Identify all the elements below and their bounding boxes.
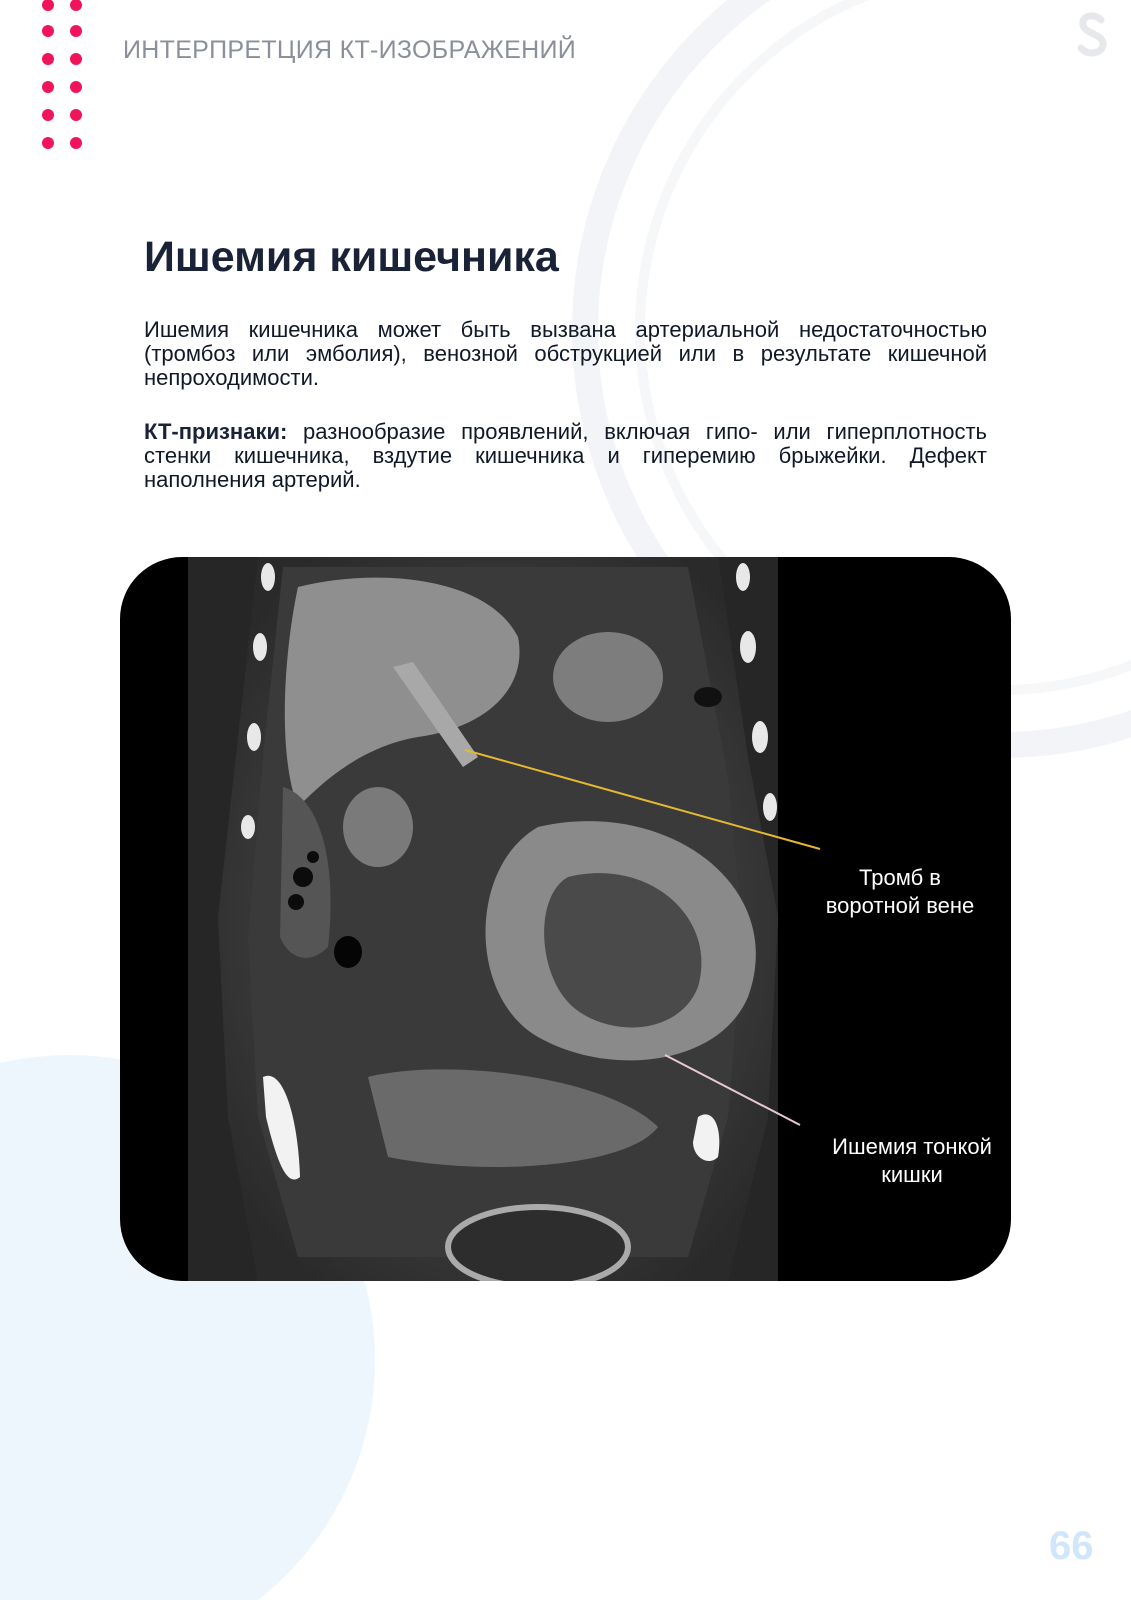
annotation-thrombus-line2: воротной вене — [825, 893, 975, 918]
section-header-title: ИНТЕРПРЕТЦИЯ КТ-ИЗОБРАЖЕНИЙ — [123, 36, 577, 64]
annotation-ischemia-line1: Ишемия тонкой — [832, 1134, 992, 1159]
annotation-thrombus-line1: Тромб в — [859, 865, 941, 890]
ct-scan-figure — [120, 557, 1011, 1281]
annotation-ischemia — [802, 1133, 1011, 1189]
page-title: Ишемия кишечника — [144, 233, 559, 281]
intro-paragraph: Ишемия кишечника может быть вызвана артериальной недостаточностью (тромбоз или эмболия), венозной обструкцией или в результате кишечной непроходимости. — [144, 317, 987, 390]
annotation-ischemia-line2: кишки — [881, 1162, 943, 1187]
ct-signs-text: разнообразие проявлений, включая гипо- или гиперплотность стенки кишечника, вздутие кишечника и гиперемию брыжейки. Дефект наполнения артерий. — [144, 419, 987, 492]
s-logo-icon — [1075, 10, 1111, 58]
ct-signs-label: КТ-признаки: — [144, 419, 288, 444]
page-number: 66 — [1049, 1524, 1094, 1568]
ischemia-pointer-line — [665, 1055, 800, 1125]
annotation-thrombus — [790, 864, 1010, 920]
ct-signs-paragraph — [144, 420, 987, 492]
thrombus-pointer-line — [465, 750, 820, 849]
